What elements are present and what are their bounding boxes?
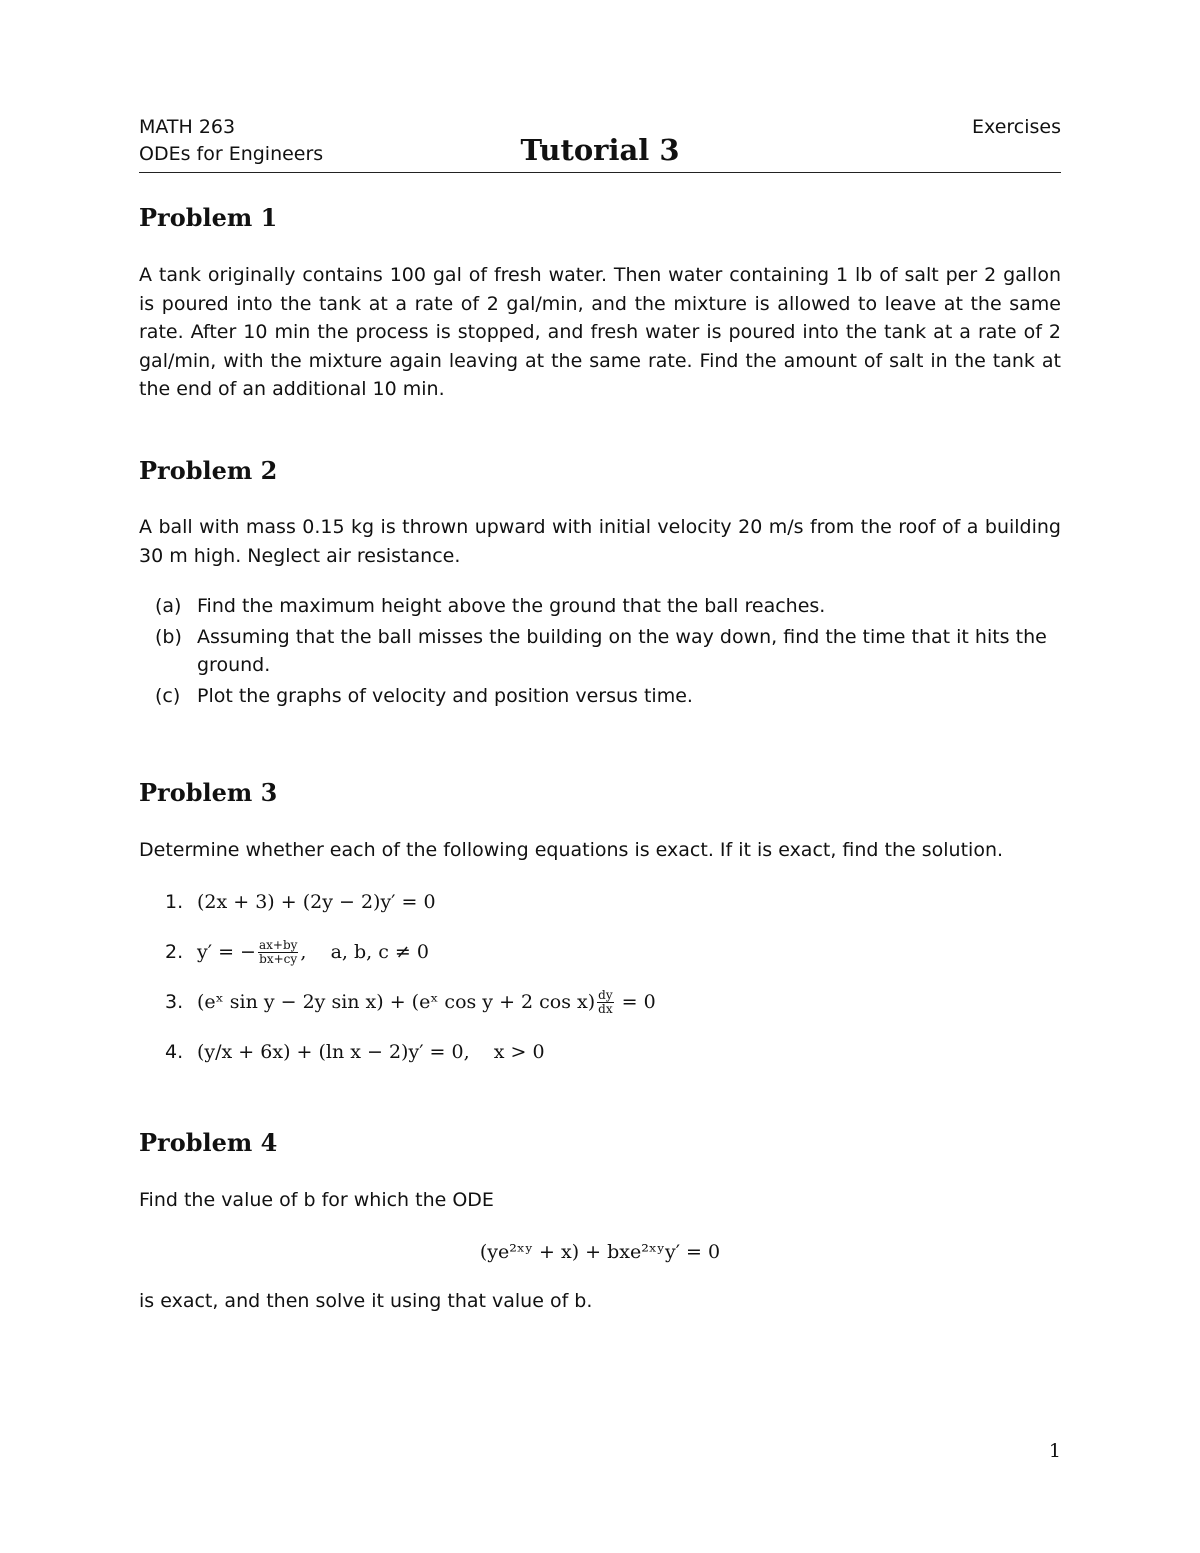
equation-item (139, 889, 1061, 939)
problem-2-parts (139, 592, 1061, 710)
problem-3-text: Determine whether each of the following equations is exact. If it is exact, find the solution. (139, 839, 1004, 861)
fraction (597, 989, 613, 1016)
course-code: MATH 263 (139, 116, 236, 138)
problem-1-title: Problem 1 (139, 203, 278, 232)
part-text: Find the maximum height above the ground that the ball reaches. (197, 595, 826, 617)
list-item (139, 623, 1061, 679)
page-number: 1 (1048, 1440, 1061, 1462)
problem-4-title: Problem 4 (139, 1128, 278, 1157)
fraction-numerator: ax+by (258, 938, 298, 952)
page-title: Tutorial 3 (520, 133, 680, 167)
problem-2-text: A ball with mass 0.15 kg is thrown upward with initial velocity 20 m/s from the roof of a building 30 m high. Neglect air resistance. (139, 516, 1061, 567)
fraction-denominator: bx+cy (259, 952, 298, 966)
equation-item (139, 939, 1061, 989)
problem-4 (139, 1128, 1061, 1315)
fraction-denominator: dx (598, 1002, 613, 1016)
equation-item (139, 1039, 1061, 1089)
document-page (139, 0, 1061, 1553)
equation-prefix: y′ = − (197, 940, 256, 963)
list-item (139, 682, 1061, 710)
equation-number: 3. (165, 990, 184, 1013)
problem-2 (139, 456, 1061, 713)
course-subtitle: ODEs for Engineers (139, 143, 324, 165)
part-text: Plot the graphs of velocity and position versus time. (197, 685, 693, 707)
problem-3-equations (139, 889, 1061, 1089)
problem-1-text: A tank originally contains 100 gal of fresh water. Then water containing 1 lb of salt per 2 gallon is poured into the tank at a rate of 2 gal/min, and the mixture is allowed to leave at the same rate. After 10 min the process is stopped, and fresh water is poured into the tank at a rate of 2 gal/min, with the mixture again leaving at the same rate. Find the amount of salt in the tank at the end of an additional 10 min. (139, 264, 1061, 400)
list-item (139, 592, 1061, 620)
equation-number: 2. (165, 940, 184, 963)
part-label: (b) (155, 626, 182, 648)
problem-3-title: Problem 3 (139, 778, 278, 807)
display-equation: (ye²ˣʸ + x) + bxe²ˣʸy′ = 0 (479, 1240, 721, 1263)
equation-item (139, 989, 1061, 1039)
fraction-numerator: dy (598, 988, 613, 1002)
fraction (258, 939, 298, 966)
problem-1 (139, 203, 1061, 404)
equation-number: 4. (165, 1040, 184, 1063)
part-text: Assuming that the ball misses the building on the way down, find the time that it hits the ground. (197, 626, 1047, 676)
equation-number: 1. (165, 890, 184, 913)
header-right-label: Exercises (972, 116, 1061, 138)
equation: (y/x + 6x) + (ln x − 2)y′ = 0, x > 0 (197, 1040, 545, 1063)
part-label: (a) (155, 595, 182, 617)
page-header (139, 112, 1061, 173)
problem-4-text-after: is exact, and then solve it using that value of b. (139, 1289, 593, 1312)
problem-4-text: Find the value of b for which the ODE (139, 1189, 494, 1211)
equation-suffix: = 0 (615, 990, 656, 1013)
problem-2-title: Problem 2 (139, 456, 278, 485)
part-label: (c) (155, 685, 181, 707)
equation-prefix: (eˣ sin y − 2y sin x) + (eˣ cos y + 2 cos x) (197, 990, 596, 1013)
problem-3 (139, 778, 1061, 1089)
equation: (2x + 3) + (2y − 2)y′ = 0 (197, 890, 436, 913)
equation-suffix: , a, b, c ≠ 0 (300, 940, 429, 963)
